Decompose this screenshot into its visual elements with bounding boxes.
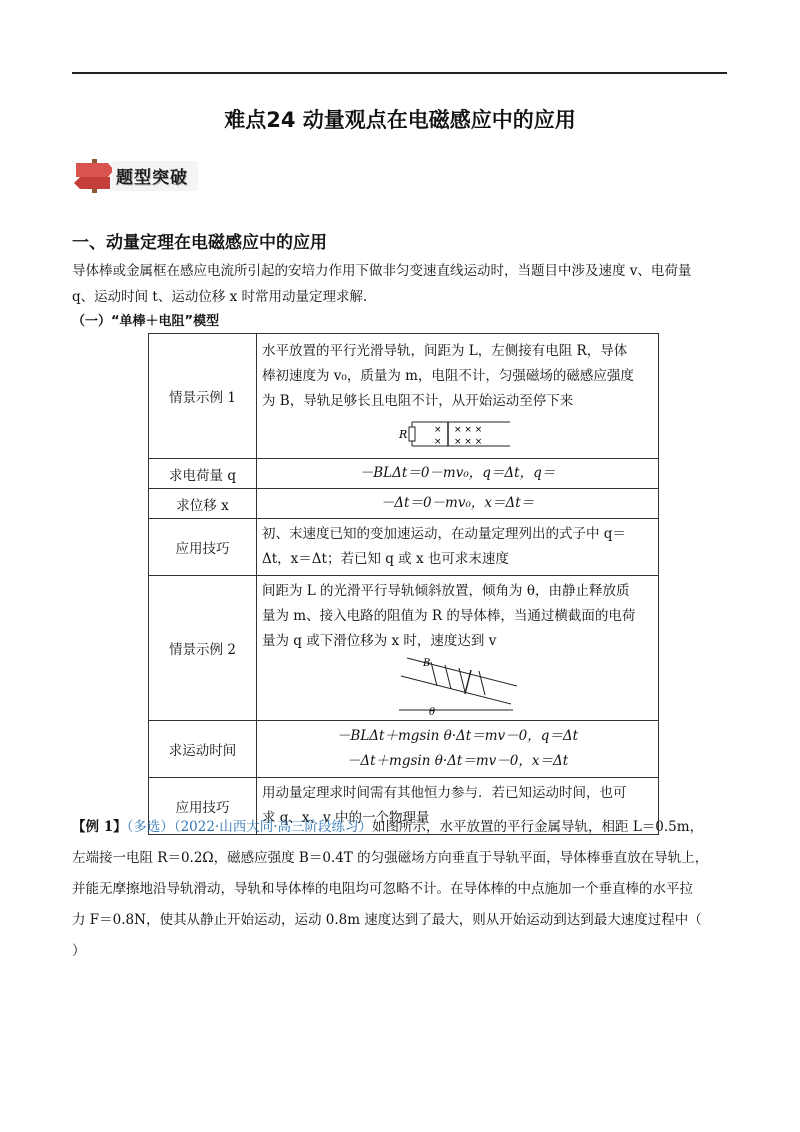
example-type: （多选）: [126, 819, 174, 835]
example-text: 并能无摩擦地沿导轨滑动，导轨和导体棒的电阻均可忽略不计。在导体棒的中点施加一个垂直棒的水平拉: [72, 881, 693, 897]
example-text: 左端接一电阻 R＝0.2Ω，磁感应强度 B＝0.4T 的匀强磁场方向垂直于导轨平面，导体棒垂直放在导轨上，: [72, 850, 709, 866]
row-content: [257, 489, 659, 519]
row-label: 应用技巧: [149, 778, 257, 835]
content-line: Δt，x＝Δt；若已知 q 或 x 也可求末速度: [262, 551, 509, 567]
row-label: 情景示例 2: [149, 576, 257, 721]
header-rule: [72, 72, 727, 74]
subsection-heading: （一）“单棒＋电阻”模型: [72, 314, 220, 329]
model-table: [148, 333, 659, 835]
content-line: 量为 q 或下滑位移为 x 时，速度达到 v: [262, 632, 497, 649]
row-label: 应用技巧: [149, 519, 257, 576]
row-label: 求电荷量 q: [149, 459, 257, 489]
content-line: 棒初速度为 v₀，质量为 m，电阻不计，匀强磁场的磁感应强度: [262, 367, 634, 384]
table-row: [149, 489, 659, 519]
formula-line: －BLΔt＋mgsin θ·Δt＝mv－0，q＝Δt: [336, 728, 579, 744]
example-text: 如图所示，水平放置的平行金属导轨，相距 L＝0.5m，: [372, 819, 704, 835]
resistor-label: R: [398, 427, 407, 441]
horizontal-rail-diagram: [398, 416, 518, 452]
svg-text:× × ×: × × ×: [453, 436, 482, 447]
content-line: 求 q、x、v 中的一个物理量: [262, 810, 430, 826]
row-content: [257, 721, 659, 778]
table-row: [149, 334, 659, 459]
example-tag: 【例 1】: [72, 819, 127, 835]
content-line: 水平放置的平行光滑导轨，间距为 L，左侧接有电阻 R，导体: [262, 342, 628, 359]
row-content: [257, 519, 659, 576]
svg-text:×: ×: [433, 436, 442, 447]
svg-text:×: ×: [433, 424, 442, 435]
intro-paragraph: [72, 258, 732, 310]
row-content: [257, 459, 659, 489]
example-text: ）: [72, 943, 86, 959]
intro-line: 导体棒或金属框在感应电流所引起的安培力作用下做非匀变速直线运动时，当题目中涉及速度 v、电荷量: [72, 263, 692, 279]
content-line: 量为 m、接入电路的阻值为 R 的导体棒，当通过横截面的电荷: [262, 607, 636, 624]
content-line: 间距为 L 的光滑平行导轨倾斜放置，倾角为 θ，由静止释放质: [262, 582, 630, 599]
field-label: B: [422, 657, 430, 669]
intro-line: q、运动时间 t、运动位移 x 时常用动量定理求解.: [72, 289, 368, 305]
inclined-rail-diagram: [393, 656, 523, 716]
example-first-line: [72, 812, 732, 843]
formula-line: －Δt＝0－mv₀，x＝Δt＝: [380, 495, 535, 511]
example-text: 力 F＝0.8N，使其从静止开始运动，运动 0.8m 速度达到了最大，则从开始运动到达到最大速度过程中（: [72, 912, 702, 928]
page-title: 难点24 动量观点在电磁感应中的应用: [224, 108, 576, 132]
formula-line: －BLΔt＝0－mv₀，q＝Δt，q＝: [359, 465, 556, 481]
example-source: （2022·山西大同·高三阶段练习）: [173, 819, 373, 835]
table-row: [149, 519, 659, 576]
row-label: 求运动时间: [149, 721, 257, 778]
row-content: [257, 576, 659, 721]
content-line: 用动量定理求时间需有其他恒力参与．若已知运动时间，也可: [262, 785, 627, 801]
section-badge: [74, 157, 204, 195]
section-heading: 一、动量定理在电磁感应中的应用: [72, 233, 327, 253]
example-problem: [72, 812, 732, 967]
content-line: 初、末速度已知的变加速运动，在动量定理列出的式子中 q＝: [262, 526, 626, 542]
row-label: 求位移 x: [149, 489, 257, 519]
table-row: [149, 576, 659, 721]
badge-label: 题型突破: [116, 168, 188, 188]
row-content: [257, 334, 659, 459]
formula-line: －Δt＋mgsin θ·Δt＝mv－0，x＝Δt: [346, 753, 569, 769]
table-row: [149, 459, 659, 489]
table-row: [149, 721, 659, 778]
row-label: 情景示例 1: [149, 334, 257, 459]
angle-label: θ: [428, 706, 435, 716]
content-line: 为 B，导轨足够长且电阻不计，从开始运动至停下来: [262, 392, 574, 409]
svg-text:× × ×: × × ×: [453, 424, 482, 435]
